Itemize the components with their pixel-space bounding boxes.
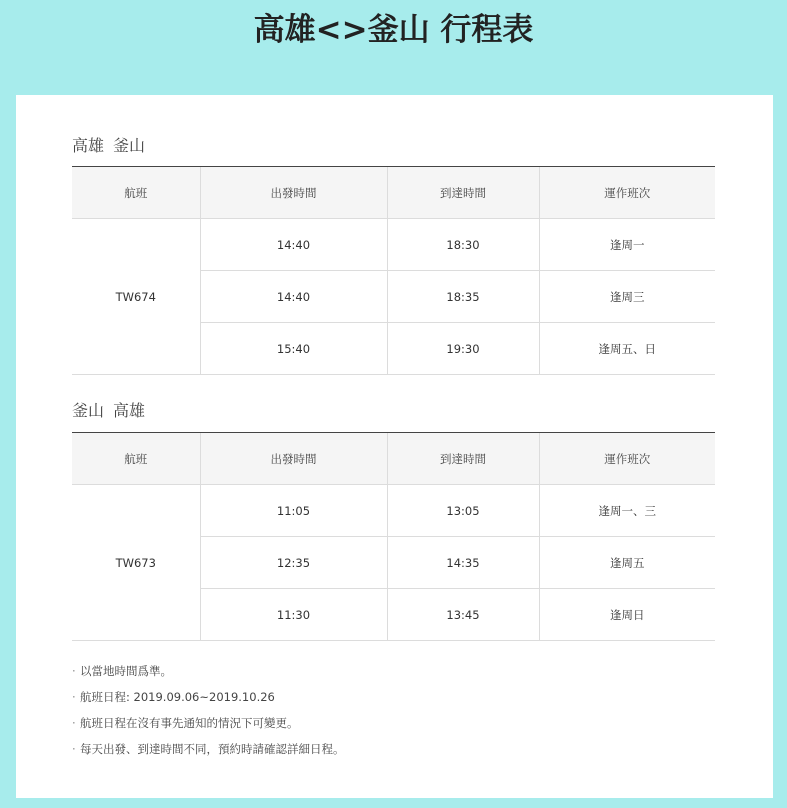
table-row bbox=[72, 219, 715, 271]
departure-time: 14:40 bbox=[200, 271, 387, 323]
route-origin: 高雄 bbox=[72, 136, 105, 155]
operating-days: 逢周三 bbox=[539, 271, 715, 323]
bullet-icon: · bbox=[72, 716, 76, 730]
table-header-row bbox=[72, 433, 715, 485]
schedule-table-outbound bbox=[72, 166, 715, 375]
header-flight: 航班 bbox=[72, 167, 200, 219]
arrival-time: 18:35 bbox=[387, 271, 539, 323]
list-item bbox=[72, 743, 345, 756]
operating-days: 逢周五、日 bbox=[539, 323, 715, 375]
header-operating-days: 運作班次 bbox=[539, 433, 715, 485]
route-destination: 釜山 bbox=[113, 136, 146, 155]
arrival-time: 14:35 bbox=[387, 537, 539, 589]
route-destination: 高雄 bbox=[113, 401, 146, 420]
departure-time: 14:40 bbox=[200, 219, 387, 271]
bullet-icon: · bbox=[72, 664, 76, 678]
operating-days: 逢周五 bbox=[539, 537, 715, 589]
arrival-time: 13:05 bbox=[387, 485, 539, 537]
route-origin: 釜山 bbox=[72, 401, 105, 420]
operating-days: 逢周一、三 bbox=[539, 485, 715, 537]
header-arrival: 到達時間 bbox=[387, 167, 539, 219]
departure-time: 11:05 bbox=[200, 485, 387, 537]
header-departure: 出發時間 bbox=[200, 433, 387, 485]
arrival-time: 18:30 bbox=[387, 219, 539, 271]
note-text: 以當地時間爲準。 bbox=[80, 664, 172, 678]
route-heading-outbound bbox=[72, 135, 145, 157]
bullet-icon: · bbox=[72, 742, 76, 756]
route-heading-return bbox=[72, 400, 145, 422]
arrival-time: 13:45 bbox=[387, 589, 539, 641]
header-operating-days: 運作班次 bbox=[539, 167, 715, 219]
notes-list bbox=[72, 665, 345, 769]
note-text: 航班日程在沒有事先通知的情況下可變更。 bbox=[80, 716, 299, 730]
schedule-card bbox=[16, 95, 773, 798]
header-arrival: 到達時間 bbox=[387, 433, 539, 485]
note-text: 每天出發、到達時間不同，預約時請確認詳細日程。 bbox=[80, 742, 345, 756]
list-item bbox=[72, 717, 345, 730]
arrival-time: 19:30 bbox=[387, 323, 539, 375]
note-text: 航班日程: 2019.09.06~2019.10.26 bbox=[80, 690, 275, 704]
departure-time: 15:40 bbox=[200, 323, 387, 375]
page-title: 高雄<>釜山 行程表 bbox=[253, 12, 534, 48]
flight-number: TW674 bbox=[72, 219, 200, 375]
departure-time: 12:35 bbox=[200, 537, 387, 589]
table-row bbox=[72, 485, 715, 537]
bullet-icon: · bbox=[72, 690, 76, 704]
header-flight: 航班 bbox=[72, 433, 200, 485]
flight-number: TW673 bbox=[72, 485, 200, 641]
departure-time: 11:30 bbox=[200, 589, 387, 641]
schedule-table-return bbox=[72, 432, 715, 641]
list-item bbox=[72, 691, 345, 704]
header-departure: 出發時間 bbox=[200, 167, 387, 219]
list-item bbox=[72, 665, 345, 678]
table-header-row bbox=[72, 167, 715, 219]
operating-days: 逢周一 bbox=[539, 219, 715, 271]
operating-days: 逢周日 bbox=[539, 589, 715, 641]
